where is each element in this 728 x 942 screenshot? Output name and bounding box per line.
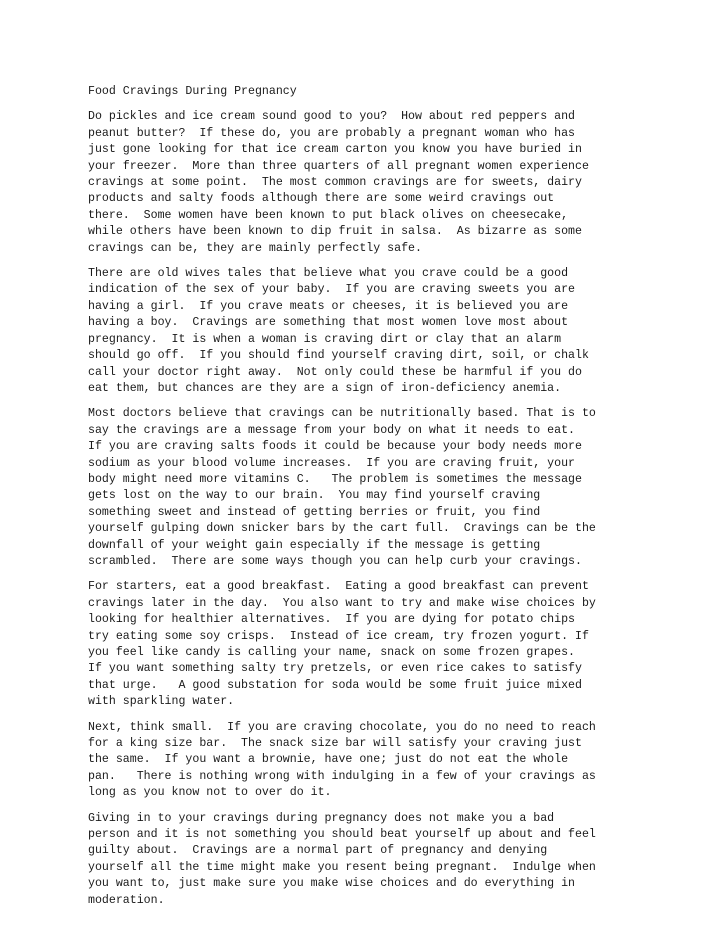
text-line: cravings can be, they are mainly perfectly safe.: [88, 241, 422, 255]
text-line: moderation.: [88, 893, 165, 907]
text-line: cravings later in the day. You also want to try and make wise choices by: [88, 596, 596, 610]
text-line: having a girl. If you crave meats or cheeses, it is believed you are: [88, 299, 569, 313]
text-line: should go off. If you should find yourself craving dirt, soil, or chalk: [88, 349, 589, 363]
text-line: long as you know not to over do it.: [88, 786, 332, 800]
paragraph: [88, 406, 648, 570]
text-line: yourself gulping down snicker bars by the cart full. Cravings can be the: [88, 522, 596, 536]
text-line: scrambled. There are some ways though you can help curb your cravings.: [88, 554, 582, 568]
text-line: yourself all the time might make you resent being pregnant. Indulge when: [88, 860, 596, 874]
text-line: Most doctors believe that cravings can be nutritionally based. That is to: [88, 407, 596, 421]
paragraph: [88, 811, 648, 909]
text-line: call your doctor right away. Not only could these be harmful if you do: [88, 365, 582, 379]
text-line: you feel like candy is calling your name, snack on some frozen grapes.: [88, 646, 576, 659]
text-line: with sparkling water.: [88, 695, 235, 709]
text-line: downfall of your weight gain especially if the message is getting: [88, 538, 541, 552]
document-page: [88, 84, 648, 918]
document-body: [88, 109, 648, 909]
text-line: gets lost on the way to our brain. You may find yourself craving: [88, 489, 541, 503]
text-line: that urge. A good substation for soda would be some fruit juice mixed: [88, 678, 582, 692]
paragraph: [88, 109, 648, 257]
text-line: your freezer. More than three quarters of all pregnant women experience: [88, 159, 589, 173]
text-line: indication of the sex of your baby. If you are craving sweets you are: [88, 283, 576, 297]
paragraph: [88, 579, 648, 710]
text-line: For starters, eat a good breakfast. Eating a good breakfast can prevent: [88, 580, 589, 594]
text-line: There are old wives tales that believe what you crave could be a good: [88, 267, 569, 281]
text-line: pan. There is nothing wrong with indulging in a few of your cravings as: [88, 769, 596, 783]
text-line: say the cravings are a message from your body on what it needs to eat.: [88, 423, 576, 437]
text-line: person and it is not something you should beat yourself up about and feel: [88, 828, 596, 842]
text-line: peanut butter? If these do, you are probably a pregnant woman who has: [88, 126, 576, 140]
text-line: pregnancy. It is when a woman is craving dirt or clay that an alarm: [88, 332, 562, 346]
text-line: If you are craving salts foods it could be because your body needs more: [88, 440, 582, 454]
text-line: having a boy. Cravings are something that most women love most about: [88, 316, 569, 330]
paragraph: [88, 720, 648, 802]
text-line: If you want something salty try pretzels, or even rice cakes to satisfy: [88, 662, 582, 676]
text-line: you want to, just make sure you make wise choices and do everything in: [88, 877, 576, 891]
text-line: guilty about. Cravings are a normal part of pregnancy and denying: [88, 844, 548, 858]
text-line: for a king size bar. The snack size bar will satisfy your craving just: [88, 737, 582, 751]
text-line: Next, think small. If you are craving chocolate, you do no need to reach: [88, 720, 596, 734]
text-line: while others have been known to dip fruit in salsa. As bizarre as some: [88, 225, 582, 239]
text-line: products and salty foods although there are some weird cravings out: [88, 192, 555, 206]
text-line: just gone looking for that ice cream carton you know you have buried in: [88, 143, 582, 157]
text-line: looking for healthier alternatives. If you are dying for potato chips: [88, 613, 576, 627]
paragraph: [88, 266, 648, 397]
text-line: Giving in to your cravings during pregnancy does not make you a bad: [88, 811, 555, 825]
text-line: cravings at some point. The most common cravings are for sweets, dairy: [88, 176, 582, 190]
text-line: something sweet and instead of getting berries or fruit, you find: [88, 505, 541, 519]
text-line: body might need more vitamins C. The problem is sometimes the message: [88, 472, 582, 486]
text-line: eat them, but chances are they are a sign of iron-deficiency anemia.: [88, 381, 562, 395]
text-line: the same. If you want a brownie, have one; just do not eat the whole: [88, 753, 569, 767]
text-line: there. Some women have been known to put black olives on cheesecake,: [88, 208, 569, 222]
text-line: sodium as your blood volume increases. If you are craving fruit, your: [88, 456, 576, 470]
document-title: Food Cravings During Pregnancy: [88, 85, 297, 98]
text-line: try eating some soy crisps. Instead of ice cream, try frozen yogurt. If: [88, 629, 589, 643]
text-line: Do pickles and ice cream sound good to you? How about red peppers and: [88, 110, 576, 124]
